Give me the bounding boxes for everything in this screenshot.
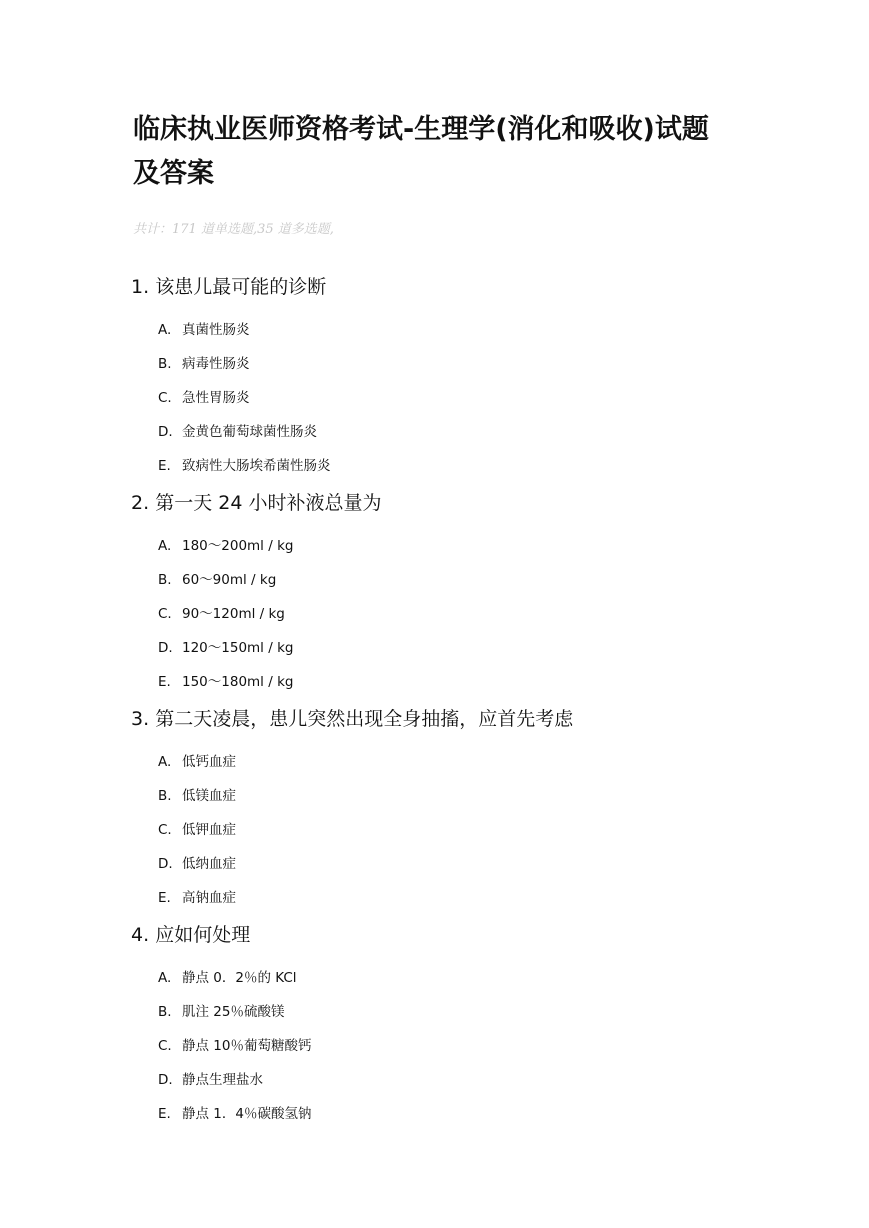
question-2-number: 2. [131,492,150,514]
option-letter: B. [158,356,172,372]
question-3-option-b[interactable] [158,779,831,813]
option-letter: B. [158,788,172,804]
option-text: 急性胃肠炎 [182,390,250,406]
option-letter: E. [158,674,171,690]
question-2 [131,490,831,699]
question-2-option-b[interactable] [158,563,831,597]
question-4 [131,922,831,1131]
question-2-option-a[interactable] [158,529,831,563]
option-text: 肌注 25％硫酸镁 [182,1004,285,1020]
option-text: 静点 0．2％的 KCl [182,970,297,986]
option-text: 150～180ml / kg [182,674,294,690]
option-letter: D. [158,856,173,872]
question-4-number: 4. [131,924,150,946]
option-text: 低钙血症 [182,754,236,770]
option-letter: A. [158,970,172,986]
question-3-option-e[interactable] [158,881,831,915]
question-3 [131,706,831,915]
question-3-option-a[interactable] [158,745,831,779]
question-4-option-c[interactable] [158,1029,831,1063]
question-2-text [131,490,831,516]
question-2-stem: 第一天 24 小时补液总量为 [155,492,382,514]
option-letter: D. [158,1072,173,1088]
option-text: 致病性大肠埃希菌性肠炎 [182,458,331,474]
question-1-option-b[interactable] [158,347,831,381]
option-text: 60～90ml / kg [182,572,277,588]
question-3-stem: 第二天凌晨，患儿突然出现全身抽搐，应首先考虑 [155,708,574,730]
question-4-option-a[interactable] [158,961,831,995]
question-4-option-d[interactable] [158,1063,831,1097]
option-text: 静点生理盐水 [182,1072,263,1088]
question-4-text [131,922,831,948]
option-text: 低纳血症 [182,856,236,872]
question-1-number: 1. [131,276,150,298]
option-text: 高钠血症 [182,890,236,906]
option-letter: A. [158,322,172,338]
question-1-stem: 该患儿最可能的诊断 [155,276,327,298]
question-1-text [131,274,831,300]
question-4-option-e[interactable] [158,1097,831,1131]
option-letter: D. [158,640,173,656]
question-2-option-e[interactable] [158,665,831,699]
option-letter: E. [158,1106,171,1122]
question-1-option-e[interactable] [158,449,831,483]
option-text: 真菌性肠炎 [182,322,250,338]
option-text: 180～200ml / kg [182,538,294,554]
question-3-text [131,706,831,732]
option-text: 低镁血症 [182,788,236,804]
option-text: 病毒性肠炎 [182,356,250,372]
question-3-option-c[interactable] [158,813,831,847]
question-4-option-b[interactable] [158,995,831,1029]
question-1 [131,274,831,483]
option-letter: A. [158,754,172,770]
question-4-stem: 应如何处理 [155,924,251,946]
option-text: 120～150ml / kg [182,640,294,656]
option-letter: D. [158,424,173,440]
question-1-option-a[interactable] [158,313,831,347]
option-text: 90～120ml / kg [182,606,285,622]
option-text: 静点 1．4％碳酸氢钠 [182,1106,312,1122]
question-1-option-c[interactable] [158,381,831,415]
option-text: 低钾血症 [182,822,236,838]
option-letter: C. [158,390,172,406]
question-count-summary: 共计：171 道单选题,35 道多选题, [133,222,334,237]
option-text: 静点 10％葡萄糖酸钙 [182,1038,312,1054]
question-2-option-d[interactable] [158,631,831,665]
question-2-option-c[interactable] [158,597,831,631]
option-letter: A. [158,538,172,554]
question-1-option-d[interactable] [158,415,831,449]
option-letter: B. [158,1004,172,1020]
option-letter: B. [158,572,172,588]
option-letter: C. [158,822,172,838]
option-text: 金黄色葡萄球菌性肠炎 [182,424,317,440]
question-3-option-d[interactable] [158,847,831,881]
option-letter: C. [158,1038,172,1054]
option-letter: E. [158,890,171,906]
document-title: 临床执业医师资格考试-生理学(消化和吸收)试题及答案 [133,114,709,189]
question-3-number: 3. [131,708,150,730]
option-letter: C. [158,606,172,622]
option-letter: E. [158,458,171,474]
